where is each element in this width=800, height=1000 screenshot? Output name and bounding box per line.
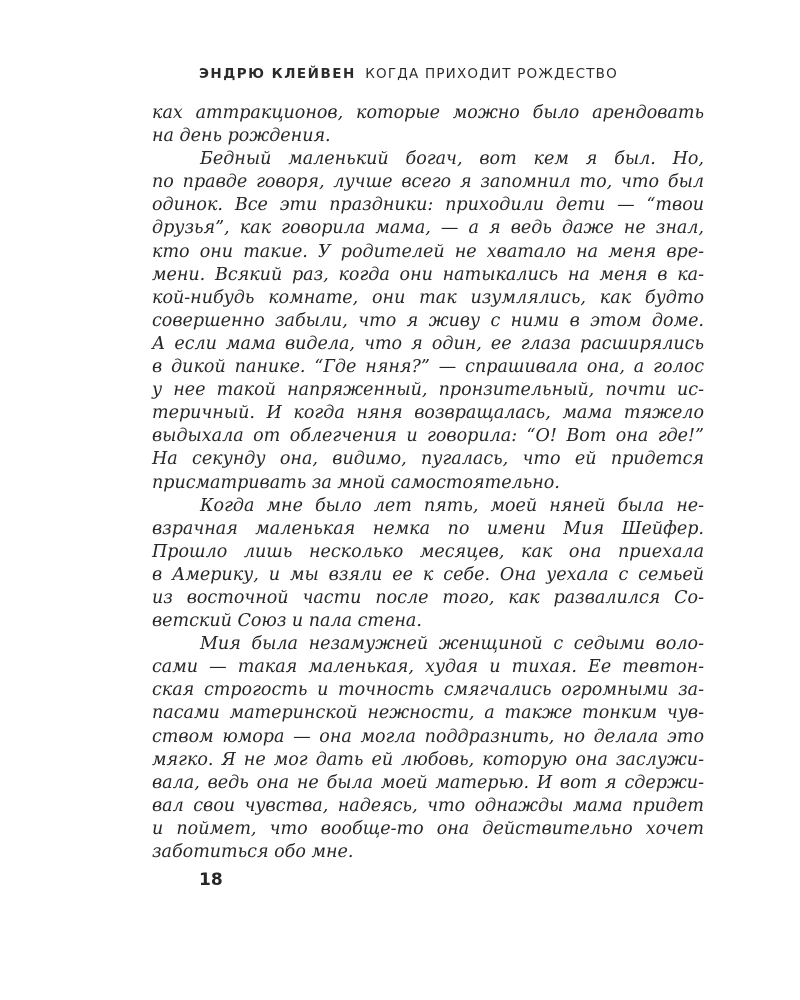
text-line: На секунду она, видимо, пугалась, что ей придется (152, 449, 704, 470)
running-head-author: ЭНДРЮ КЛЕЙВЕН (199, 66, 356, 82)
text-line: кто они такие. У родителей не хватало на меня вре- (152, 241, 704, 262)
text-line: теричный. И когда няня возвращалась, мама тяжело (152, 403, 704, 424)
text-line: присматривать за мной самостоятельно. (152, 472, 560, 493)
text-line: ством юмора — она могла поддразнить, но делала это (152, 726, 704, 747)
text-line: совершенно забыли, что я живу с ними в этом доме. (152, 310, 704, 331)
text-line: вала, ведь она не была моей матерью. И вот я сдержи- (152, 772, 704, 793)
text-line: в Америку, и мы взяли ее к себе. Она уехала с семьей (152, 564, 704, 585)
text-line: заботиться обо мне. (152, 842, 354, 862)
text-line: из восточной части после того, как развалился Со- (152, 587, 704, 608)
text-line: ках аттракционов, которые можно было арендовать (152, 103, 704, 123)
text-line: ветский Союз и пала стена. (152, 611, 422, 632)
body-text (152, 102, 704, 864)
text-line: по правде говоря, лучше всего я запомнил то, что был (152, 172, 704, 193)
text-line: на день рождения. (152, 126, 331, 147)
text-line: Бедный маленький богач, вот кем я был. Но, (200, 149, 704, 170)
text-line: друзья”, как говорила мама, — а я ведь даже не знал, (152, 218, 704, 239)
text-line: у нее такой напряженный, пронзительный, почти ис- (152, 380, 704, 401)
text-line: ская строгость и точность смягчались огромными за- (152, 680, 704, 701)
running-head (199, 66, 618, 82)
text-line: Когда мне было лет пять, моей няней была не- (200, 495, 704, 516)
running-head-title: КОГДА ПРИХОДИТ РОЖДЕСТВО (365, 66, 618, 82)
page-number: 18 (199, 870, 223, 890)
text-line: пасами материнской нежности, а также тонким чув- (152, 703, 704, 724)
text-line: Мия была незамужней женщиной с седыми воло- (200, 634, 704, 655)
text-line: Прошло лишь несколько месяцев, как она приехала (152, 541, 704, 562)
text-line: мени. Всякий раз, когда они натыкались на меня в ка- (152, 264, 704, 285)
text-line: и поймет, что вообще-то она действительно хочет (152, 818, 704, 839)
text-line: вал свои чувства, надеясь, что однажды мама придет (152, 795, 704, 816)
text-line: в дикой панике. “Где няня?” — спрашивала она, а голос (152, 357, 704, 378)
text-line: сами — такая маленькая, худая и тихая. Ее тевтон- (152, 657, 704, 678)
text-line: кой-нибудь комнате, они так изумлялись, как будто (152, 287, 704, 308)
text-line: взрачная маленькая немка по имени Мия Шейфер. (152, 518, 704, 539)
text-line: выдыхала от облегчения и говорила: “О! Вот она где!” (152, 426, 704, 447)
text-line: А если мама видела, что я один, ее глаза расширялись (152, 333, 704, 354)
text-line: одинок. Все эти праздники: приходили дети — “твои (152, 195, 704, 216)
text-line: мягко. Я не мог дать ей любовь, которую она заслужи- (152, 749, 704, 770)
